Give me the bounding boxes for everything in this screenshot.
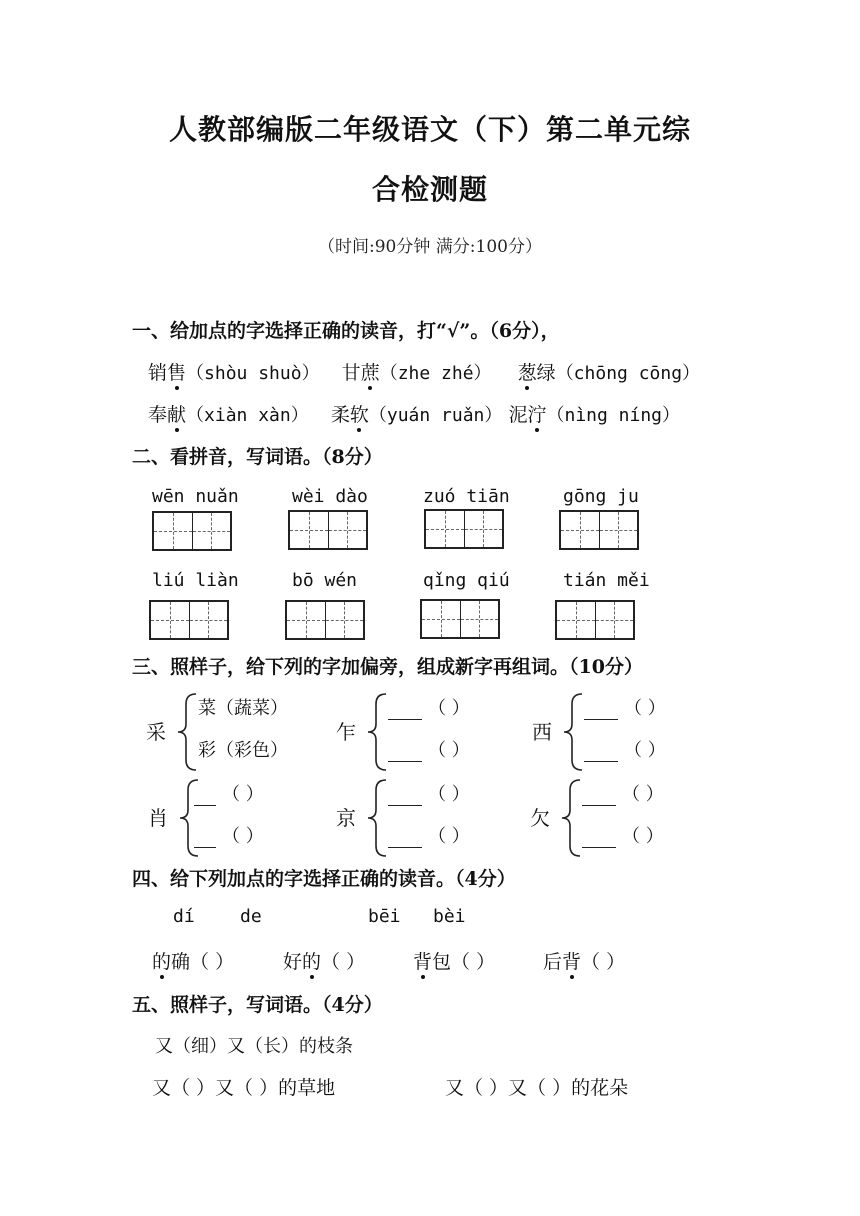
- q1-row1: [148, 358, 700, 385]
- brace-icon: [554, 778, 584, 858]
- writing-grid[interactable]: [149, 600, 229, 640]
- brace-icon: [360, 778, 390, 858]
- answer-paren[interactable]: （ ）: [581, 951, 626, 973]
- q5-example: 又（细）又（长）的枝条: [155, 1036, 353, 1057]
- base-char: 西: [532, 720, 552, 744]
- q5-heading: 五、照样子，写词语。（4分）: [132, 994, 383, 1016]
- q2-pinyin: wēn nuǎn: [152, 486, 239, 507]
- example-word: 菜（蔬菜）: [198, 698, 288, 719]
- page-title-line2: 合检测题: [371, 173, 488, 206]
- q4-word: 背包（ ）: [413, 947, 495, 974]
- q5-item[interactable]: 又（ ）又（ ）的草地: [152, 1077, 336, 1099]
- q1-pinyin-choice: （xiàn xàn）: [186, 405, 309, 426]
- writing-grid[interactable]: [555, 600, 635, 640]
- q2-pinyin: zuó tiān: [423, 486, 510, 507]
- q2-pinyin: gōng ju: [563, 486, 639, 507]
- q1-pinyin-choice: （shòu shuò）: [186, 363, 320, 384]
- base-char: 肖: [148, 806, 168, 830]
- writing-grid[interactable]: [288, 510, 368, 550]
- writing-grid[interactable]: [152, 511, 232, 551]
- exam-info: （时间:90分钟 满分:100分）: [318, 237, 542, 257]
- radical-group: [530, 778, 730, 858]
- q1-pinyin-choice: （nìng níng）: [546, 405, 681, 426]
- answer-paren[interactable]: （ ）: [190, 951, 235, 973]
- q4-dotted-char: 背: [413, 947, 432, 974]
- answer-paren[interactable]: （ ）: [451, 951, 496, 973]
- q2-pinyin: liú liàn: [152, 570, 239, 591]
- q4-pinyin-option: dí: [173, 906, 195, 927]
- q2-heading: 二、看拼音，写词语。（8分）: [132, 446, 383, 468]
- q2-pinyin: tián měi: [563, 570, 650, 591]
- q1-char: 奉: [148, 404, 168, 426]
- brace-icon: [360, 692, 390, 772]
- q2-pinyin: wèi dào: [292, 486, 368, 507]
- radical-group: [336, 778, 536, 858]
- answer-blank[interactable]: [388, 829, 422, 848]
- answer-paren[interactable]: （ ）: [622, 784, 664, 805]
- answer-paren[interactable]: （ ）: [222, 784, 264, 805]
- q4-pinyin-option: de: [240, 906, 262, 927]
- q1-dotted-char: 软: [350, 400, 369, 427]
- radical-group: [532, 692, 732, 772]
- q1-pinyin-choice: （zhe zhé）: [379, 363, 492, 384]
- answer-paren[interactable]: （ ）: [428, 698, 470, 719]
- answer-paren[interactable]: （ ）: [321, 951, 366, 973]
- answer-paren[interactable]: （ ）: [624, 698, 666, 719]
- q1-row2: [148, 400, 680, 427]
- answer-blank[interactable]: [388, 787, 422, 806]
- answer-blank[interactable]: [582, 829, 616, 848]
- q1-dotted-char: 献: [167, 400, 186, 427]
- writing-grid[interactable]: [420, 599, 500, 639]
- answer-blank[interactable]: [388, 701, 422, 720]
- writing-grid[interactable]: [424, 509, 504, 549]
- answer-blank[interactable]: [194, 829, 216, 848]
- answer-paren[interactable]: （ ）: [428, 784, 470, 805]
- q1-char: 泥: [508, 404, 528, 426]
- q1-heading: 一、给加点的字选择正确的读音，打“√”。（6分），: [132, 320, 560, 342]
- base-char: 乍: [336, 720, 356, 744]
- q1-pinyin-choice: （chōng cōng）: [555, 363, 701, 384]
- q1-char: 甘: [341, 362, 361, 384]
- answer-paren[interactable]: （ ）: [222, 826, 264, 847]
- example-group: [146, 692, 346, 772]
- base-char: 欠: [530, 806, 550, 830]
- q1-pinyin-choice: （yuán ruǎn）: [368, 405, 503, 426]
- q2-pinyin: bō wén: [292, 570, 358, 591]
- q4-pinyin-option: bēi: [368, 906, 401, 927]
- q4-word: 好的（ ）: [283, 947, 365, 974]
- radical-group: [336, 692, 536, 772]
- q1-dotted-char: 蔗: [361, 358, 380, 385]
- q5-item[interactable]: 又（ ）又（ ）的花朵: [445, 1077, 629, 1099]
- answer-paren[interactable]: （ ）: [428, 826, 470, 847]
- answer-blank[interactable]: [584, 701, 618, 720]
- q4-dotted-char: 的: [152, 947, 171, 974]
- writing-grid[interactable]: [559, 510, 639, 550]
- answer-paren[interactable]: （ ）: [622, 826, 664, 847]
- q4-word: 后背（ ）: [543, 947, 625, 974]
- q1-dotted-char: 葱: [518, 358, 537, 385]
- q3-heading: 三、照样子，给下列的字加偏旁，组成新字再组词。（10分）: [132, 656, 643, 678]
- brace-icon: [556, 692, 586, 772]
- answer-blank[interactable]: [584, 743, 618, 762]
- brace-icon: [170, 692, 200, 772]
- answer-blank[interactable]: [388, 743, 422, 762]
- q4-dotted-char: 背: [562, 947, 581, 974]
- base-char: 京: [336, 806, 356, 830]
- answer-blank[interactable]: [194, 787, 216, 806]
- page-title-line1: 人教部编版二年级语文（下）第二单元综: [168, 113, 691, 146]
- base-char: 采: [146, 720, 166, 744]
- radical-group: [148, 778, 348, 858]
- answer-paren[interactable]: （ ）: [428, 740, 470, 761]
- q1-dotted-char: 售: [167, 358, 186, 385]
- q2-pinyin: qǐng qiú: [423, 570, 510, 591]
- q1-char: 绿: [536, 362, 556, 384]
- q4-word: 的确（ ）: [152, 947, 234, 974]
- writing-grid[interactable]: [285, 600, 365, 640]
- answer-blank[interactable]: [582, 787, 616, 806]
- q1-char: 柔: [330, 404, 350, 426]
- answer-paren[interactable]: （ ）: [624, 740, 666, 761]
- q4-heading: 四、给下列加点的字选择正确的读音。（4分）: [132, 868, 516, 890]
- q1-dotted-char: 泞: [527, 400, 546, 427]
- q4-pinyin-option: bèi: [433, 906, 466, 927]
- q4-dotted-char: 的: [302, 947, 321, 974]
- q1-char: 销: [148, 362, 168, 384]
- example-word: 彩（彩色）: [198, 740, 288, 761]
